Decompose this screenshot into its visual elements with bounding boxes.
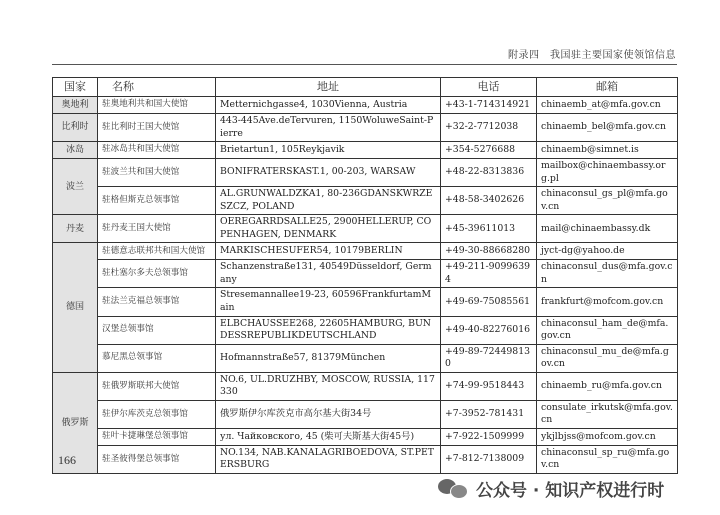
table-row	[53, 288, 678, 316]
country-cell: 丹麦	[53, 215, 98, 243]
email-cell: consulate_irkutsk@mfa.gov.cn	[537, 400, 678, 428]
email-cell: ykjlbjss@mofcom.gov.cn	[537, 428, 678, 445]
header-address: 地址	[216, 78, 441, 97]
header-phone: 电话	[441, 78, 537, 97]
table-row	[53, 159, 678, 187]
table-header-row	[53, 78, 678, 97]
email-cell: chinaemb_ru@mfa.gov.cn	[537, 372, 678, 400]
address-cell: Hofmannstraße57, 81379München	[216, 344, 441, 372]
email-cell: mailbox@chinaembassy.org.pl	[537, 159, 678, 187]
table-row	[53, 142, 678, 159]
name-cell: 驻杜塞尔多夫总领事馆	[98, 260, 216, 288]
email-cell: chinaconsul_ham_de@mfa.gov.cn	[537, 316, 678, 344]
table-body	[53, 97, 678, 474]
header-rule	[52, 64, 677, 65]
name-cell: 驻法兰克福总领事馆	[98, 288, 216, 316]
address-cell: BONIFRATERSKAST.1, 00-203, WARSAW	[216, 159, 441, 187]
table-row	[53, 97, 678, 114]
table-row	[53, 316, 678, 344]
header-name: 名称	[98, 78, 216, 97]
address-cell: Schanzenstraße131, 40549Düsseldorf, Germany	[216, 260, 441, 288]
email-cell: chinaemb_bel@mfa.gov.cn	[537, 114, 678, 142]
wechat-icon	[438, 477, 468, 499]
table-row	[53, 372, 678, 400]
name-cell: 驻伊尔库茨克总领事馆	[98, 400, 216, 428]
table-row	[53, 215, 678, 243]
country-cell: 德国	[53, 243, 98, 372]
name-cell: 驻叶卡捷琳堡总领事馆	[98, 428, 216, 445]
name-cell: 驻波兰共和国大使馆	[98, 159, 216, 187]
phone-cell: +49-211-90996394	[441, 260, 537, 288]
phone-cell: +49-89-724498130	[441, 344, 537, 372]
email-cell: chinaemb@simnet.is	[537, 142, 678, 159]
email-cell: frankfurt@mofcom.gov.cn	[537, 288, 678, 316]
table-row	[53, 114, 678, 142]
phone-cell: +49-40-82276016	[441, 316, 537, 344]
table-row	[53, 187, 678, 215]
country-cell: 奥地利	[53, 97, 98, 114]
phone-cell: +45-39611013	[441, 215, 537, 243]
phone-cell: +7-3952-781431	[441, 400, 537, 428]
running-header: 附录四 我国驻主要国家使领馆信息	[508, 50, 676, 61]
name-cell: 驻奥地利共和国大使馆	[98, 97, 216, 114]
address-cell: ул. Чайковского, 45 (柴可夫斯基大街45号)	[216, 428, 441, 445]
table-row	[53, 400, 678, 428]
country-cell: 俄罗斯	[53, 372, 98, 473]
header-country: 国家	[53, 78, 98, 97]
phone-cell: +43-1-714314921	[441, 97, 537, 114]
name-cell: 驻德意志联邦共和国大使馆	[98, 243, 216, 260]
country-cell: 冰岛	[53, 142, 98, 159]
phone-cell: +48-22-8313836	[441, 159, 537, 187]
watermark	[438, 474, 664, 502]
name-cell: 慕尼黑总领事馆	[98, 344, 216, 372]
phone-cell: +74-99-9518443	[441, 372, 537, 400]
header-email: 邮箱	[537, 78, 678, 97]
table-row	[53, 428, 678, 445]
address-cell: Brietartun1, 105Reykjavik	[216, 142, 441, 159]
table-row	[53, 344, 678, 372]
email-cell: jyct-dg@yahoo.de	[537, 243, 678, 260]
email-cell: mail@chinaembassy.dk	[537, 215, 678, 243]
email-cell: chinaconsul_mu_de@mfa.gov.cn	[537, 344, 678, 372]
phone-cell: +49-30-88668280	[441, 243, 537, 260]
table-row	[53, 243, 678, 260]
address-cell: 443-445Ave.deTervuren, 1150WoluweSaint-Pierre	[216, 114, 441, 142]
address-cell: Stresemannallee19-23, 60596FrankfurtamMain	[216, 288, 441, 316]
phone-cell: +7-812-7138009	[441, 445, 537, 473]
phone-cell: +32-2-7712038	[441, 114, 537, 142]
country-cell: 波兰	[53, 159, 98, 215]
watermark-text: 公众号 · 知识产权进行时	[476, 480, 665, 501]
address-cell: ELBCHAUSSEE268, 22605HAMBURG, BUNDESSREPUBLIKDEUTSCHLAND	[216, 316, 441, 344]
address-cell: NO.134, NAB.KANALAGRIBOEDOVA, ST.PETERSBURG	[216, 445, 441, 473]
phone-cell: +49-69-75085561	[441, 288, 537, 316]
name-cell: 驻比利时王国大使馆	[98, 114, 216, 142]
email-cell: chinaconsul_sp_ru@mfa.gov.cn	[537, 445, 678, 473]
email-cell: chinaconsul_dus@mfa.gov.cn	[537, 260, 678, 288]
country-cell: 比利时	[53, 114, 98, 142]
address-cell: NO.6, UL.DRUZHBY, MOSCOW, RUSSIA, 117330	[216, 372, 441, 400]
address-cell: Metternichgasse4, 1030Vienna, Austria	[216, 97, 441, 114]
phone-cell: +354-5276688	[441, 142, 537, 159]
email-cell: chinaconsul_gs_pl@mfa.gov.cn	[537, 187, 678, 215]
phone-cell: +7-922-1509999	[441, 428, 537, 445]
name-cell: 汉堡总领事馆	[98, 316, 216, 344]
table-row	[53, 260, 678, 288]
table-row	[53, 445, 678, 473]
name-cell: 驻圣彼得堡总领事馆	[98, 445, 216, 473]
email-cell: chinaemb_at@mfa.gov.cn	[537, 97, 678, 114]
address-cell: MARKISCHESUFER54, 10179BERLIN	[216, 243, 441, 260]
name-cell: 驻丹麦王国大使馆	[98, 215, 216, 243]
address-cell: AL.GRUNWALDZKA1, 80-236GDANSKWRZESZCZ, POLAND	[216, 187, 441, 215]
name-cell: 驻冰岛共和国大使馆	[98, 142, 216, 159]
address-cell: OEREGARRDSALLE25, 2900HELLERUP, COPENHAGEN, DENMARK	[216, 215, 441, 243]
page-number: 166	[58, 453, 76, 467]
name-cell: 驻俄罗斯联邦大使馆	[98, 372, 216, 400]
name-cell: 驻格但斯克总领事馆	[98, 187, 216, 215]
address-cell: 俄罗斯伊尔库茨克市高尔基大街34号	[216, 400, 441, 428]
embassy-table	[52, 77, 678, 474]
phone-cell: +48-58-3402626	[441, 187, 537, 215]
